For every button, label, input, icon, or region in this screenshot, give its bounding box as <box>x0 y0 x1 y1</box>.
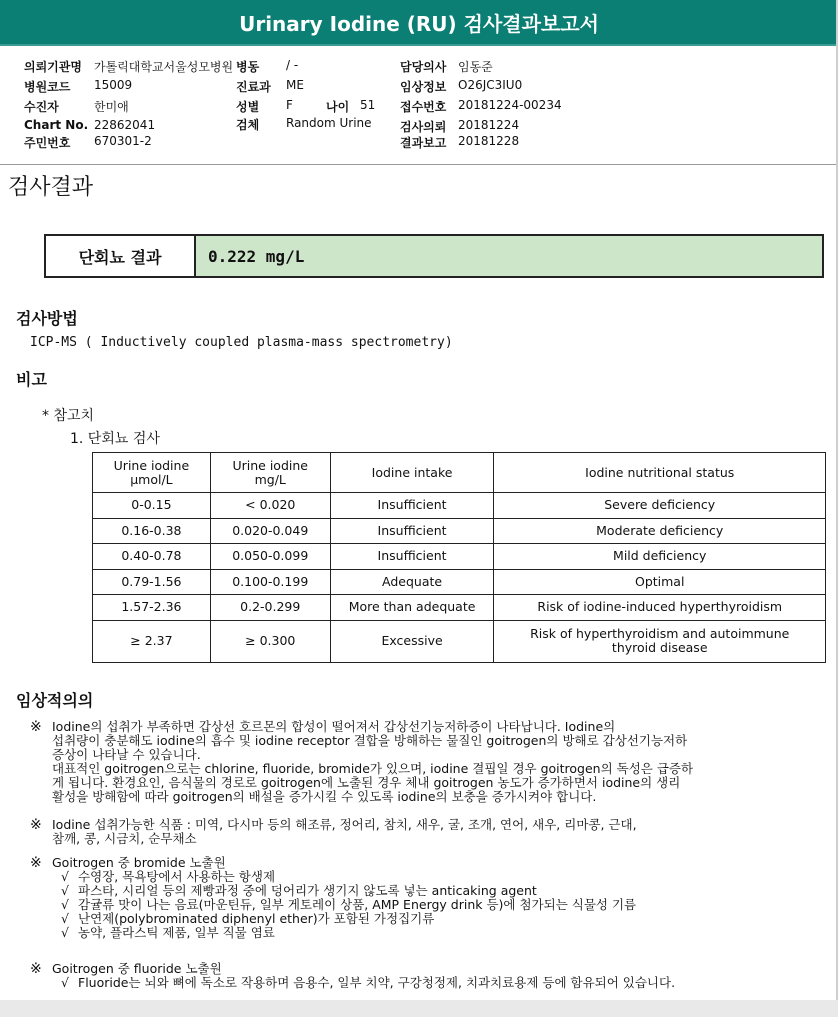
table-cell: 0-0.15 <box>93 493 211 519</box>
hospcode-label: 병원코드 <box>24 80 71 94</box>
specimen-label: 검체 <box>236 118 260 132</box>
list-item <box>52 926 830 940</box>
note-line: 섭취량이 충분해도 iodine의 흡수 및 iodine receptor 결합을 방해하는 물질인 goitrogen의 방해로 갑상선기능저하 <box>52 733 688 748</box>
header-mgl: Urine iodine mg/L <box>232 457 308 487</box>
method-heading: 검사방법 <box>16 309 78 328</box>
note-line: 증상이 나타날 수 있습니다. <box>52 747 201 762</box>
result-label: 단회뇨 결과 <box>46 236 196 276</box>
header-intake: Iodine intake <box>371 464 453 480</box>
list-item-text: Fluoride는 뇌와 뼈에 독소로 작용하며 음용수, 일부 치약, 구강청정제, 치과치료용제 등에 함유되어 있습니다. <box>78 975 676 990</box>
table-cell: Insufficient <box>330 518 494 544</box>
list-item-text: 농약, 플라스틱 제품, 일부 직물 염료 <box>78 925 275 940</box>
reference-title: * 참고치 <box>42 408 95 424</box>
list-item-text: 수영장, 목욕탕에서 사용하는 항생제 <box>78 869 276 884</box>
check-icon: √ <box>61 911 69 926</box>
table-cell: Severe deficiency <box>494 493 826 519</box>
chart-label: Chart No. <box>24 118 89 132</box>
table-header <box>330 453 494 493</box>
doctor-label: 담당의사 <box>400 60 447 74</box>
receipt-label: 접수번호 <box>400 100 447 114</box>
table-cell: 1.57-2.36 <box>93 595 211 621</box>
reference-table <box>92 452 826 663</box>
doctor-value: 임동준 <box>458 60 493 74</box>
note-line: 활성을 방해함에 따라 goitrogen의 배설을 증가시킬 수 있도록 iodine의 보충을 증가시켜야 합니다. <box>52 789 597 804</box>
header-status: Iodine nutritional status <box>585 464 735 480</box>
table-header <box>93 453 211 493</box>
list-item-text: 파스타, 시리얼 등의 제빵과정 중에 덩어리가 생기지 않도록 넣는 anticaking agent <box>78 883 537 898</box>
receipt-value: 20181224-00234 <box>458 98 562 112</box>
chart-value: 22862041 <box>94 118 156 132</box>
note-line: 게 됩니다. 환경요인, 음식물의 경로로 goitrogen에 노출된 경우 체내 goitrogen 농도가 증가하면서 iodine의 생리 <box>52 775 681 790</box>
table-row <box>93 595 826 621</box>
table-cell: Risk of hyperthyroidism and autoimmune thyroid disease <box>494 620 826 662</box>
table-header-row <box>93 453 826 493</box>
note-line: Iodine 섭취가능한 식품 : 미역, 다시마 등의 해조류, 정어리, 참치, 새우, 굴, 조개, 연어, 새우, 리마콩, 근대, <box>52 817 637 832</box>
clinical-info-label: 임상정보 <box>400 80 447 94</box>
result-box <box>44 234 824 278</box>
list-item <box>52 870 830 884</box>
rrn-label: 주민번호 <box>24 136 71 150</box>
list-item <box>52 912 830 926</box>
sex-label: 성별 <box>236 100 260 114</box>
table-cell: ≥ 2.37 <box>93 620 211 662</box>
remarks-heading: 비고 <box>16 370 47 389</box>
note-mark-icon: ※ <box>30 817 42 833</box>
dept-value: ME <box>286 78 304 92</box>
hospcode-value: 15009 <box>94 78 133 92</box>
rrn-value: 670301-2 <box>94 134 152 148</box>
result-value: 0.222 mg/L <box>196 236 822 276</box>
clinical-info-value: O26JC3IU0 <box>458 78 523 92</box>
table-cell: 0.2-0.299 <box>210 595 330 621</box>
note-line: Iodine의 섭취가 부족하면 갑상선 호르몬의 합성이 떨어져서 갑상선기능저하증이 나타납니다. Iodine의 <box>52 719 616 734</box>
table-cell: Mild deficiency <box>494 544 826 570</box>
check-icon: √ <box>61 869 69 884</box>
table-cell: Insufficient <box>330 493 494 519</box>
list-item <box>52 976 830 990</box>
table-cell: Risk of iodine-induced hyperthyroidism <box>494 595 826 621</box>
report-title-bar <box>0 0 838 46</box>
age-label: 나이 <box>326 100 350 114</box>
table-cell: 0.100-0.199 <box>210 569 330 595</box>
check-icon: √ <box>61 883 69 898</box>
results-heading: 검사결과 <box>8 175 94 200</box>
patient-value: 한미애 <box>94 100 129 114</box>
table-row <box>93 569 826 595</box>
check-icon: √ <box>61 897 69 912</box>
list-item <box>52 884 830 898</box>
table-cell: 0.16-0.38 <box>93 518 211 544</box>
table-cell: 0.050-0.099 <box>210 544 330 570</box>
table-row <box>93 544 826 570</box>
ward-label: 병동 <box>236 60 260 74</box>
report-title: Urinary Iodine (RU) 검사결과보고서 <box>239 11 599 36</box>
clinical-heading: 임상적의의 <box>16 691 94 710</box>
table-cell: Excessive <box>330 620 494 662</box>
list-item <box>52 898 830 912</box>
clinical-note-bromide <box>30 856 830 940</box>
table-cell: More than adequate <box>330 595 494 621</box>
specimen-value: Random Urine <box>286 116 372 130</box>
clinical-note-goitrogen <box>30 720 830 804</box>
table-cell: Moderate deficiency <box>494 518 826 544</box>
note-title: Goitrogen 중 fluoride 노출원 <box>52 961 222 976</box>
request-value: 20181224 <box>458 118 520 132</box>
note-line: 대표적인 goitrogen으로는 chlorine, fluoride, bromide가 있으며, iodine 결핍일 경우 goitrogen의 독성은 급증하 <box>52 761 694 776</box>
dept-label: 진료과 <box>236 80 271 94</box>
table-cell: 0.79-1.56 <box>93 569 211 595</box>
note-title: Goitrogen 중 bromide 노출원 <box>52 855 226 870</box>
patient-label: 수진자 <box>24 100 59 114</box>
table-header <box>210 453 330 493</box>
reference-subtitle: 1. 단회뇨 검사 <box>70 431 160 447</box>
table-cell: 0.020-0.049 <box>210 518 330 544</box>
ward-value: / - <box>286 58 299 72</box>
list-item-text: 감귤류 맛이 나는 음료(마운틴듀, 일부 게토레이 상품, AMP Energy drink 등)에 첨가되는 식물성 기름 <box>78 897 637 912</box>
table-cell: < 0.020 <box>210 493 330 519</box>
note-mark-icon: ※ <box>30 961 42 977</box>
request-label: 검사의뢰 <box>400 120 447 134</box>
note-line: 참깨, 콩, 시금치, 순무채소 <box>52 831 197 846</box>
table-row <box>93 493 826 519</box>
clinical-note-fluoride <box>30 962 830 990</box>
table-row <box>93 518 826 544</box>
method-text: ICP-MS ( Inductively coupled plasma-mass spectrometry) <box>30 335 453 350</box>
header-umol: Urine iodine μmol/L <box>113 457 190 487</box>
bottom-scroll-area <box>0 1000 838 1017</box>
check-icon: √ <box>61 925 69 940</box>
table-header <box>494 453 826 493</box>
table-cell: ≥ 0.300 <box>210 620 330 662</box>
note-mark-icon: ※ <box>30 855 42 871</box>
report-date-label: 결과보고 <box>400 136 447 150</box>
institution-label: 의뢰기관명 <box>24 60 82 74</box>
table-cell: Insufficient <box>330 544 494 570</box>
note-mark-icon: ※ <box>30 719 42 735</box>
age-value: 51 <box>360 98 376 112</box>
info-divider <box>0 164 838 165</box>
institution-value: 가톨릭대학교서울성모병원 <box>94 60 234 74</box>
clinical-note-foods <box>30 818 830 846</box>
table-row <box>93 620 826 662</box>
list-item-text: 난연제(polybrominated diphenyl ether)가 포함된 가정집기류 <box>78 911 435 926</box>
table-cell: Adequate <box>330 569 494 595</box>
sex-value: F <box>286 98 293 112</box>
report-date-value: 20181228 <box>458 134 520 148</box>
table-cell: Optimal <box>494 569 826 595</box>
table-cell: 0.40-0.78 <box>93 544 211 570</box>
check-icon: √ <box>61 975 69 990</box>
patient-info-panel <box>0 52 838 164</box>
